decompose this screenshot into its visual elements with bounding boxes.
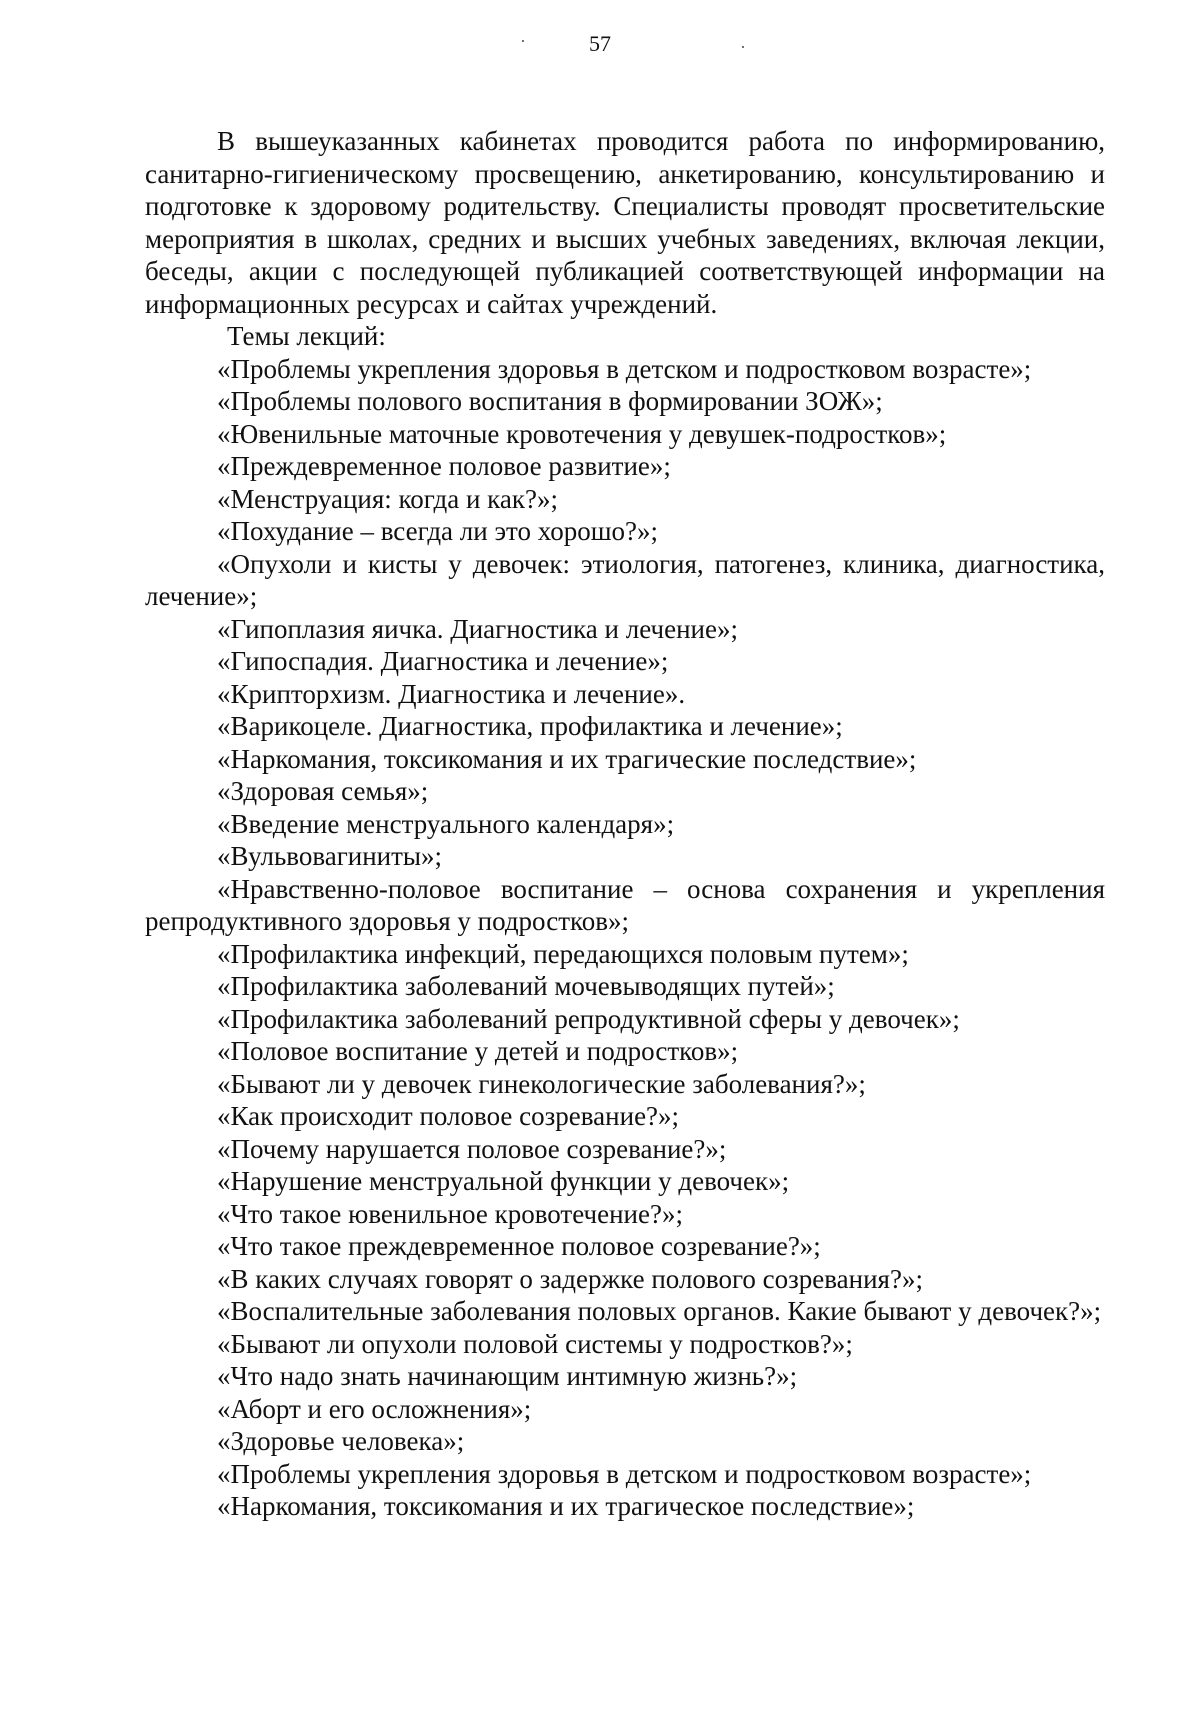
lecture-topic-item: «Проблемы полового воспитания в формировании ЗОЖ»; [217, 386, 883, 416]
lecture-topic-item: «В каких случаях говорят о задержке полового созревания?»; [217, 1263, 923, 1294]
topics-heading: Темы лекций: [227, 321, 386, 351]
lecture-topic-item: «Наркомания, токсикомания и их трагическое последствие»; [217, 1491, 915, 1521]
lecture-topic-item: «Что надо знать начинающим интимную жизнь?»; [217, 1361, 798, 1391]
lecture-topic-item: «Профилактика заболеваний репродуктивной сферы у девочек»; [217, 1003, 960, 1034]
intro-paragraph: В вышеуказанных кабинетах проводится работа по информированию, санитарно-гигиеническому просвещению, анкетированию, консультированию и подготовке к здоровому родительству. Специалисты проводят просветительские мероприятия в школах, средних и высших учебных заведениях, включая лекции, беседы, акции с последующей публикацией соответствующей информации на информационных ресурсах и сайтах учреждений. [145, 126, 1105, 319]
scan-speck [522, 40, 524, 42]
lecture-topic-item: «Почему нарушается половое созревание?»; [217, 1133, 727, 1164]
lecture-topic-item: «Варикоцеле. Диагностика, профилактика и лечение»; [217, 711, 843, 741]
lecture-topic-item: «Менструация: когда и как?»; [217, 483, 558, 514]
lecture-topic-item: «Как происходит половое созревание?»; [217, 1101, 680, 1131]
lecture-topic-item: «Введение менструального календаря»; [217, 808, 675, 839]
lecture-topic-item: «Гипоспадия. Диагностика и лечение»; [217, 646, 669, 676]
lecture-topic-item: «Гипоплазия яичка. Диагностика и лечение»; [217, 613, 738, 644]
scan-speck [742, 46, 744, 48]
lecture-topic-item: «Аборт и его осложнения»; [217, 1393, 532, 1424]
lecture-topic-item: «Бывают ли у девочек гинекологические заболевания?»; [217, 1068, 866, 1099]
lecture-topic-item: «Наркомания, токсикомания и их трагические последствие»; [217, 743, 917, 774]
lecture-topic-item: «Половое воспитание у детей и подростков»; [217, 1036, 739, 1066]
lecture-topic-item: «Профилактика инфекций, передающихся половым путем»; [217, 938, 909, 969]
lecture-topic-item: «Нравственно-половое воспитание – основа сохранения и укрепления репродуктивного здоровья у подростков»; [145, 873, 1105, 936]
lecture-topic-item: «Опухоли и кисты у девочек: этиология, патогенез, клиника, диагностика, лечение»; [145, 548, 1105, 611]
document-body [145, 125, 1105, 1523]
lecture-topic-item: «Нарушение менструальной функции у девочек»; [217, 1166, 790, 1196]
lecture-topic-item: «Проблемы укрепления здоровья в детском и подростковом возрасте»; [217, 1458, 1032, 1489]
lecture-topic-item: «Что такое ювенильное кровотечение?»; [217, 1198, 683, 1229]
lecture-topic-item: «Преждевременное половое развитие»; [217, 451, 671, 481]
lecture-topic-item: «Вульвовагиниты»; [217, 841, 443, 871]
lecture-topic-item: «Проблемы укрепления здоровья в детском и подростковом возрасте»; [217, 353, 1032, 384]
page-number: 57 [589, 31, 611, 56]
lecture-topic-item: «Здоровье человека»; [217, 1426, 465, 1456]
lecture-topic-item: «Здоровая семья»; [217, 776, 429, 806]
lecture-topic-item: «Воспалительные заболевания половых органов. Какие бывают у девочек?»; [217, 1296, 1102, 1326]
lecture-topics-list [145, 353, 1105, 1523]
lecture-topic-item: «Ювенильные маточные кровотечения у девушек-подростков»; [217, 418, 947, 449]
lecture-topic-item: «Крипторхизм. Диагностика и лечение». [217, 678, 686, 709]
lecture-topic-item: «Бывают ли опухоли половой системы у подростков?»; [217, 1328, 853, 1359]
lecture-topic-item: «Похудание – всегда ли это хорошо?»; [217, 516, 658, 546]
lecture-topic-item: «Профилактика заболеваний мочевыводящих путей»; [217, 971, 835, 1001]
lecture-topic-item: «Что такое преждевременное половое созревание?»; [217, 1231, 821, 1261]
